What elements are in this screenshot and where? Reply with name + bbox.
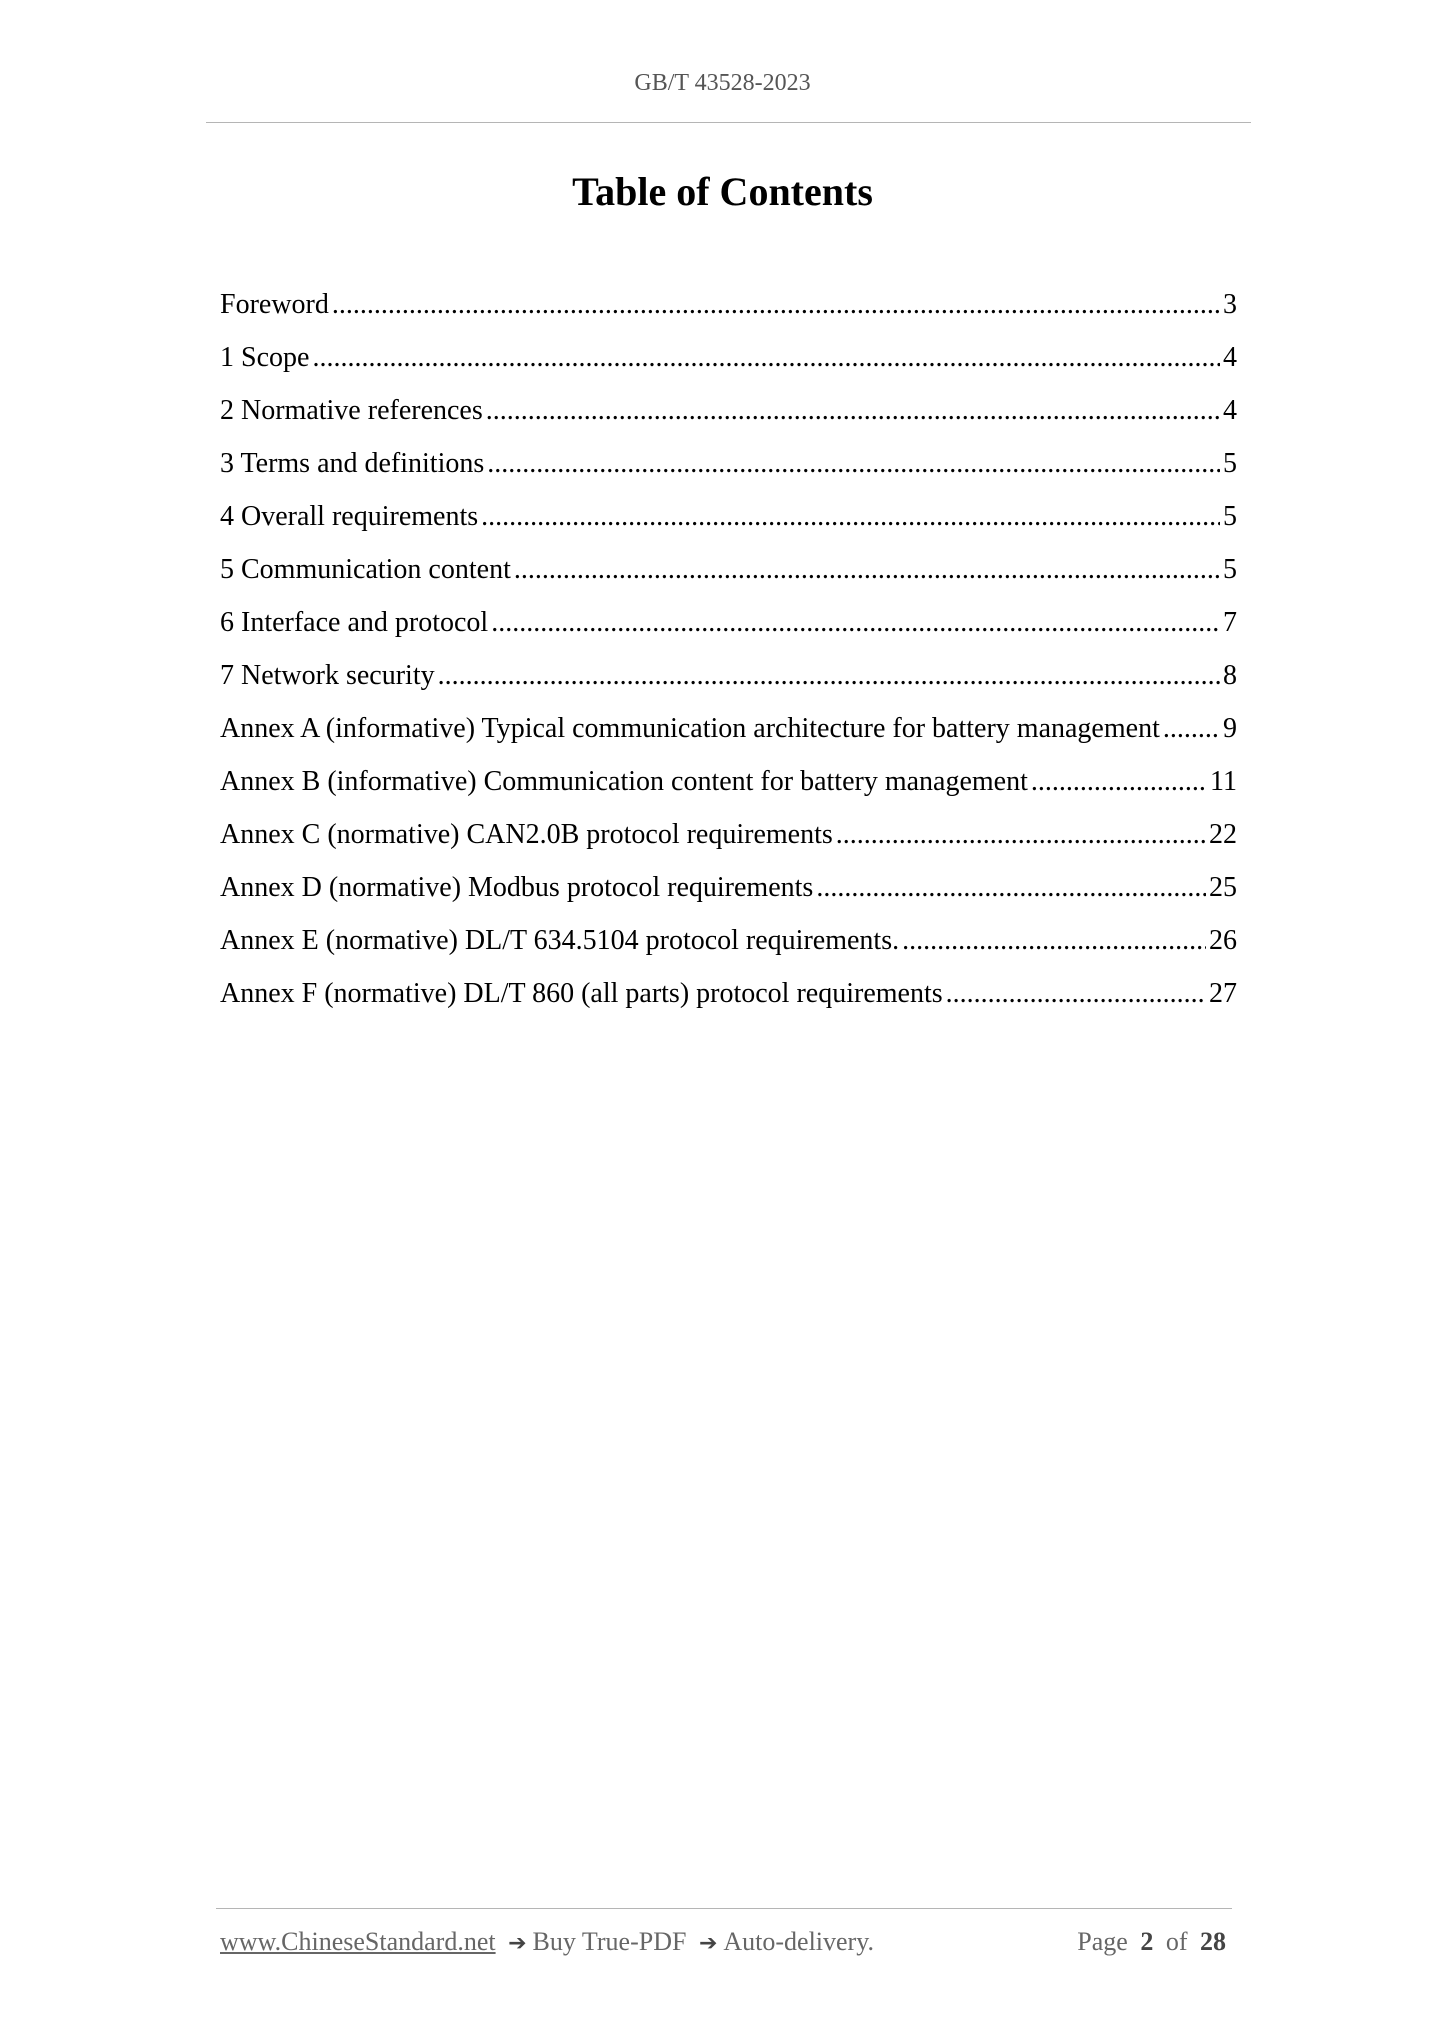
toc-entry-label: Annex C (normative) CAN2.0B protocol requirements xyxy=(220,819,833,850)
footer-left xyxy=(220,1927,874,1957)
toc-dot-leader xyxy=(438,656,1220,696)
of-word: of xyxy=(1165,1927,1188,1956)
toc-entry-page-number: 5 xyxy=(1223,554,1237,585)
current-page-number: 2 xyxy=(1140,1927,1154,1956)
toc-entry[interactable] xyxy=(220,338,1237,391)
toc-entry[interactable] xyxy=(220,921,1237,974)
toc-entry[interactable] xyxy=(220,497,1237,550)
toc-dot-leader xyxy=(1031,762,1207,802)
toc-entry-label: 2 Normative references xyxy=(220,395,483,426)
toc-dot-leader xyxy=(481,497,1220,537)
toc-entry-label: 5 Communication content xyxy=(220,554,511,585)
toc-entry-label: Annex A (informative) Typical communication architecture for battery management xyxy=(220,713,1160,744)
toc-dot-leader xyxy=(1163,709,1220,749)
toc-entry-page-number: 9 xyxy=(1223,713,1237,744)
toc-entry-label: 1 Scope xyxy=(220,342,310,373)
toc-entry[interactable] xyxy=(220,603,1237,656)
toc-entry-page-number: 26 xyxy=(1209,925,1237,956)
toc-entry-label: Foreword xyxy=(220,289,329,320)
toc-dot-leader xyxy=(332,285,1220,325)
toc-dot-leader xyxy=(816,868,1206,908)
toc-entry-label: Annex E (normative) DL/T 634.5104 protocol requirements. xyxy=(220,925,900,956)
right-arrow-icon: ➔ xyxy=(508,1931,527,1956)
page-word: Page xyxy=(1077,1927,1128,1956)
toc-entry-page-number: 4 xyxy=(1223,395,1237,426)
toc-entry-label: Annex F (normative) DL/T 860 (all parts) protocol requirements xyxy=(220,978,943,1009)
toc-entry-page-number: 3 xyxy=(1223,289,1237,320)
toc-entry[interactable] xyxy=(220,762,1237,815)
toc-entry-page-number: 11 xyxy=(1210,766,1237,797)
toc-entry[interactable] xyxy=(220,709,1237,762)
document-header-id: GB/T 43528-2023 xyxy=(634,70,811,96)
toc-entry-page-number: 22 xyxy=(1209,819,1237,850)
toc-entry[interactable] xyxy=(220,656,1237,709)
toc-entry-label: Annex B (informative) Communication content for battery management xyxy=(220,766,1028,797)
toc-dot-leader xyxy=(312,338,1220,378)
toc-entry[interactable] xyxy=(220,974,1237,1027)
header-divider xyxy=(206,122,1251,123)
toc-entry-label: 3 Terms and definitions xyxy=(220,448,485,479)
toc-entry[interactable] xyxy=(220,815,1237,868)
site-link[interactable]: www.ChineseStandard.net xyxy=(220,1927,496,1956)
toc-entry-page-number: 8 xyxy=(1223,660,1237,691)
page-title: Table of Contents xyxy=(572,169,873,214)
toc-entry[interactable] xyxy=(220,868,1237,921)
toc-entry-page-number: 5 xyxy=(1223,501,1237,532)
page-footer xyxy=(220,1927,1232,1957)
toc-entry[interactable] xyxy=(220,391,1237,444)
delivery-text: Auto-delivery. xyxy=(723,1927,875,1956)
table-of-contents xyxy=(220,285,1237,1027)
toc-entry-label: 7 Network security xyxy=(220,660,435,691)
toc-entry-page-number: 25 xyxy=(1209,872,1237,903)
toc-entry-label: 6 Interface and protocol xyxy=(220,607,489,638)
toc-entry[interactable] xyxy=(220,444,1237,497)
toc-entry[interactable] xyxy=(220,550,1237,603)
toc-entry-page-number: 5 xyxy=(1223,448,1237,479)
toc-dot-leader xyxy=(902,921,1206,961)
toc-dot-leader xyxy=(491,603,1220,643)
toc-dot-leader xyxy=(486,391,1220,431)
page-indicator xyxy=(1077,1927,1232,1957)
right-arrow-icon: ➔ xyxy=(698,1931,718,1956)
buy-text: Buy True-PDF xyxy=(532,1927,687,1956)
toc-entry-label: Annex D (normative) Modbus protocol requirements xyxy=(220,872,814,903)
toc-dot-leader xyxy=(836,815,1206,855)
toc-entry[interactable] xyxy=(220,285,1237,338)
toc-entry-page-number: 27 xyxy=(1209,978,1237,1009)
footer-divider xyxy=(216,1908,1232,1909)
toc-entry-page-number: 7 xyxy=(1223,607,1237,638)
total-pages-number: 28 xyxy=(1200,1927,1226,1956)
toc-dot-leader xyxy=(946,974,1206,1014)
toc-dot-leader xyxy=(487,444,1220,484)
toc-entry-label: 4 Overall requirements xyxy=(220,501,479,532)
toc-entry-page-number: 4 xyxy=(1223,342,1237,373)
toc-dot-leader xyxy=(514,550,1220,590)
